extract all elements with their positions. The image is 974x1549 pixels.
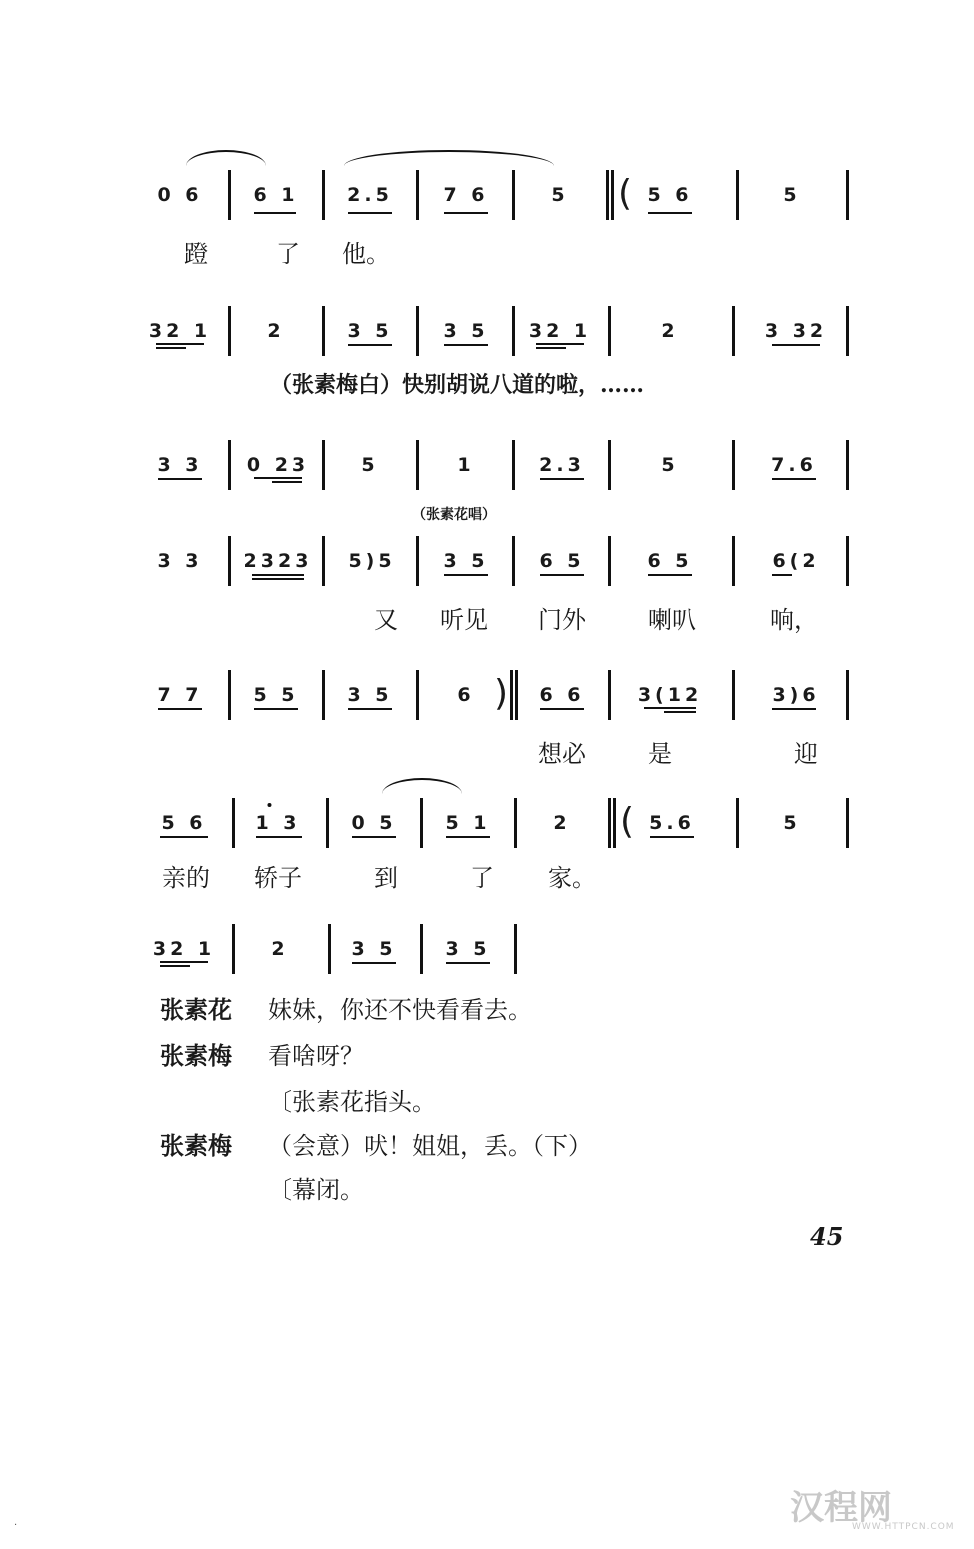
underline [540, 574, 584, 576]
lyric: 响， [770, 606, 818, 634]
underline [444, 212, 488, 214]
double-barline [608, 798, 616, 848]
stage-direction [268, 1170, 364, 1205]
spoken-line: （张素梅白）快别胡说八道的啦，…… [270, 372, 645, 398]
dialogue-text: 〔幕闭。 [268, 1176, 364, 1204]
open-paren: ( [620, 801, 635, 842]
note-group: 3 5 [443, 550, 489, 572]
underline [446, 962, 490, 964]
lyric: 到 [374, 864, 398, 892]
watermark-url: WWW.HTTPCN.COM [852, 1522, 955, 1532]
underline [256, 836, 302, 838]
note-group: 2 [661, 320, 679, 342]
barline [732, 536, 735, 586]
note-group: 6 1 [253, 184, 299, 206]
note-group: 5 [783, 812, 801, 834]
note-group: 5 5 [253, 684, 299, 706]
underline [772, 344, 820, 346]
note-group: 5)5 [348, 550, 396, 572]
underline [352, 962, 396, 964]
barline [420, 924, 423, 974]
barline [228, 670, 231, 720]
score-line-1 [0, 150, 974, 268]
note-group: 7.6 [771, 454, 817, 476]
barline [514, 924, 517, 974]
barline [846, 536, 849, 586]
barline [732, 670, 735, 720]
underline [160, 836, 208, 838]
speaker-name: 张素梅 [160, 1041, 232, 1070]
barline [608, 306, 611, 356]
double-barline [510, 670, 518, 720]
barline [608, 670, 611, 720]
note-group: 2 [267, 320, 285, 342]
note-group: 6 [457, 684, 475, 706]
slur [344, 150, 554, 166]
barline [416, 306, 419, 356]
score-line-4 [0, 530, 974, 634]
lyric: 他。 [342, 240, 390, 268]
speaker-name: 张素梅 [160, 1131, 232, 1160]
barline [232, 924, 235, 974]
note-group: 0 23 [246, 454, 310, 476]
underline [772, 478, 816, 480]
underline [254, 477, 302, 479]
dialogue-text: 〔张素花指头。 [268, 1088, 436, 1116]
underline [348, 212, 392, 214]
note-group: 3 5 [443, 320, 489, 342]
barline [416, 536, 419, 586]
lyric: 了 [276, 240, 300, 268]
barline [608, 440, 611, 490]
barline [232, 798, 235, 848]
note-group: 3)6 [772, 684, 820, 706]
lyric: 迎 [794, 740, 818, 768]
lyric: 了 [470, 864, 494, 892]
underline [648, 212, 692, 214]
underline [348, 344, 392, 346]
underline [664, 711, 696, 713]
barline [420, 798, 423, 848]
underline [772, 574, 792, 576]
note-group: 32 1 [528, 320, 592, 342]
barline [846, 798, 849, 848]
stage-direction [268, 1082, 436, 1117]
note-group: 2 [271, 938, 289, 960]
score-line-3 [0, 434, 974, 528]
note-group: 2323 [243, 550, 313, 572]
note-group: 1 3 [255, 812, 300, 834]
note-group: 32 1 [152, 938, 216, 960]
note-group: 6 5 [539, 550, 585, 572]
barline [322, 670, 325, 720]
score-line-5 [0, 664, 974, 768]
open-paren: ( [618, 173, 633, 214]
barline [416, 440, 419, 490]
underline [536, 343, 584, 345]
note-group: 5 6 [647, 184, 693, 206]
dialogue-text: （会意）吠！姐姐，丢。（下） [268, 1132, 592, 1160]
underline [352, 836, 396, 838]
lyric: 喇叭 [648, 606, 696, 634]
underline [348, 708, 392, 710]
note-group: 3 5 [347, 320, 393, 342]
barline [736, 798, 739, 848]
note-group: 2 [553, 812, 571, 834]
barline [416, 670, 419, 720]
underline [272, 481, 302, 483]
note-group: 5 [783, 184, 801, 206]
underline [648, 574, 692, 576]
underline [254, 212, 296, 214]
note-group: 3(12 [637, 684, 703, 706]
underline [644, 707, 696, 709]
barline [228, 440, 231, 490]
note-group: 5 [551, 184, 569, 206]
dialogue-line [160, 990, 532, 1025]
underline [446, 836, 490, 838]
note-group: 0 6 [157, 184, 203, 206]
note-group: 3 3 [157, 454, 203, 476]
barline [328, 924, 331, 974]
double-barline [606, 170, 614, 220]
note-group: 7 7 [157, 684, 203, 706]
barline [512, 536, 515, 586]
barline [732, 440, 735, 490]
underline [156, 347, 186, 349]
note-group: 3 32 [764, 320, 828, 342]
barline [512, 306, 515, 356]
barline [846, 440, 849, 490]
underline [444, 344, 488, 346]
note-group: 5 [361, 454, 379, 476]
score-line-7 [0, 918, 974, 978]
note-group: 5 [661, 454, 679, 476]
octave-dot [267, 803, 271, 807]
dialogue-text: 看啥呀？ [268, 1042, 364, 1070]
underline [444, 574, 488, 576]
note-group: 7 6 [443, 184, 489, 206]
barline [228, 536, 231, 586]
underline [160, 965, 190, 967]
barline [514, 798, 517, 848]
note-group: 3 5 [347, 684, 393, 706]
note-group: 2.3 [539, 454, 585, 476]
lyric: 亲的 [162, 864, 210, 892]
note-group: 5 1 [445, 812, 491, 834]
dialogue-line [160, 1036, 364, 1071]
lyric: 又 [374, 606, 398, 634]
underline [650, 836, 694, 838]
barline [608, 536, 611, 586]
scan-mark: · [14, 1520, 18, 1531]
barline [228, 306, 231, 356]
barline [846, 306, 849, 356]
barline [322, 306, 325, 356]
barline [736, 170, 739, 220]
underline [772, 708, 816, 710]
note-group: 5 6 [161, 812, 207, 834]
slur [186, 150, 266, 166]
page-number: 45 [810, 1222, 844, 1251]
lyric: 听见 [440, 606, 488, 634]
underline [252, 574, 304, 576]
underline [536, 347, 566, 349]
barline [322, 536, 325, 586]
close-paren: ) [494, 673, 509, 714]
note-group: 2.5 [347, 184, 393, 206]
barline [846, 170, 849, 220]
lyric: 轿子 [254, 864, 302, 892]
note-group: 3 3 [157, 550, 203, 572]
lyric: 门外 [538, 606, 586, 634]
barline [512, 170, 515, 220]
note-group: 3 5 [445, 938, 491, 960]
watermark-logo: 汉程网 [790, 1488, 892, 1528]
underline [156, 343, 204, 345]
underline [158, 708, 202, 710]
barline [846, 670, 849, 720]
underline [160, 961, 208, 963]
score-line-6 [0, 778, 974, 890]
lyric: 是 [648, 740, 672, 768]
note-group: 32 1 [148, 320, 212, 342]
underline [252, 578, 304, 580]
note-group: 5.6 [649, 812, 695, 834]
barline [322, 170, 325, 220]
note-group: 0 5 [351, 812, 397, 834]
note-group: 6(2 [772, 550, 820, 572]
lyric: 蹬 [184, 240, 208, 268]
lyric: 家。 [548, 864, 596, 892]
barline [416, 170, 419, 220]
barline [228, 170, 231, 220]
slur [382, 778, 462, 794]
barline [512, 440, 515, 490]
underline [540, 708, 584, 710]
speaker-name: 张素花 [160, 995, 232, 1024]
underline [540, 478, 584, 480]
barline [732, 306, 735, 356]
barline [326, 798, 329, 848]
dialogue-line [160, 1126, 592, 1161]
note-group: 6 5 [647, 550, 693, 572]
dialogue-text: 妹妹，你还不快看看去。 [268, 996, 532, 1024]
section-label: （张素花唱） [412, 507, 496, 523]
underline [254, 708, 298, 710]
note-group: 3 5 [351, 938, 397, 960]
note-group: 6 6 [539, 684, 585, 706]
underline [158, 478, 202, 480]
barline [322, 440, 325, 490]
note-group: 1 [457, 454, 475, 476]
score-line-2 [0, 300, 974, 400]
lyric: 想必 [538, 740, 586, 768]
